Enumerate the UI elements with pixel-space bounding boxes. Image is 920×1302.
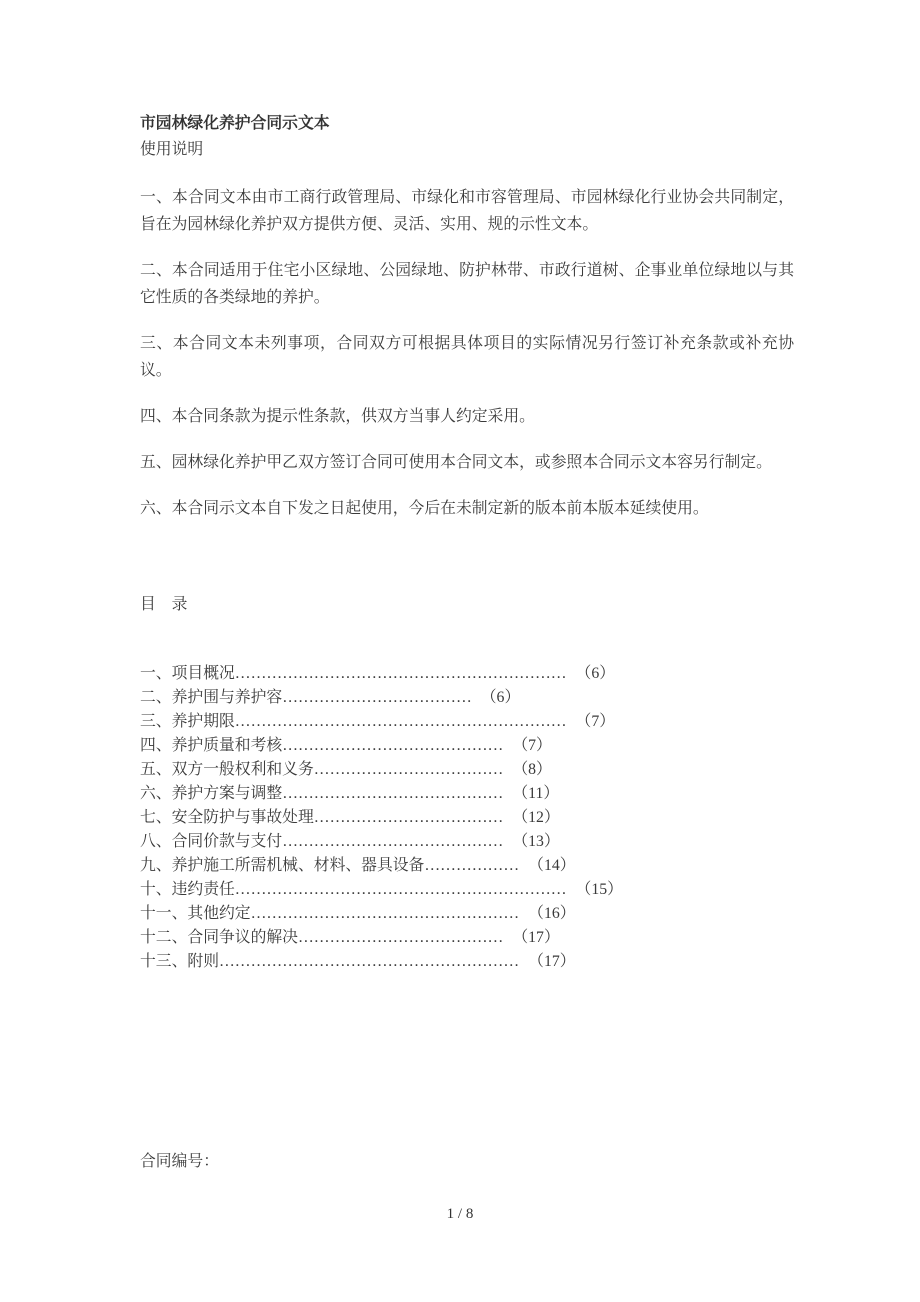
toc-page-number: （8）	[512, 761, 552, 778]
toc-leader-dots: ………………………………………………………	[234, 665, 567, 682]
toc-entry-3	[140, 710, 810, 734]
usage-note-3: 三、本合同文本未列事项，合同双方可根据具体项目的实际情况另行签订补充条款或补充协议。	[140, 335, 794, 379]
toc-leader-dots: ………………………………………………………	[234, 713, 567, 730]
toc-entry-label: 七、安全防护与事故处理	[140, 809, 314, 826]
document-title: 市园林绿化养护合同示文本	[140, 115, 330, 132]
toc-leader-dots: …………………………………	[297, 929, 504, 946]
usage-notes-section	[140, 184, 794, 541]
contract-number-label: 合同编号：	[140, 1153, 219, 1170]
document-subtitle: 使用说明	[140, 141, 204, 158]
toc-entry-7	[140, 806, 810, 830]
usage-note-1: 一、本合同文本由市工商行政管理局、市绿化和市容管理局、市园林绿化行业协会共同制定，旨在为园林绿化养护双方提供方便、灵活、实用、规的示性文本。	[140, 189, 794, 233]
toc-page-number: （15）	[575, 881, 623, 898]
toc-entry-8	[140, 830, 810, 854]
toc-leader-dots: ……………………………………………	[250, 905, 520, 922]
toc-page-number: （7）	[575, 713, 616, 730]
toc-entry-label: 二、养护围与养护容	[140, 689, 283, 706]
toc-entry-label: 九、养护施工所需机械、材料、器具设备	[140, 857, 425, 874]
toc-leader-dots: …………………………………………………	[219, 953, 520, 970]
toc-leader-dots: ……………………………………	[282, 833, 504, 850]
usage-note-5: 五、园林绿化养护甲乙双方签订合同可使用本合同文本，或参照本合同示文本容另行制定。	[140, 454, 772, 471]
toc-page-number: （14）	[528, 857, 576, 874]
toc-entry-4	[140, 734, 810, 758]
toc-leader-dots: ……………………………………	[282, 737, 504, 754]
toc-entry-label: 十三、附则	[140, 953, 219, 970]
toc-entry-5	[140, 758, 810, 782]
document-header	[140, 111, 797, 163]
toc-entry-label: 十二、合同争议的解决	[140, 929, 298, 946]
usage-note-6: 六、本合同示文本自下发之日起使用，今后在未制定新的版本前本版本延续使用。	[140, 500, 709, 517]
toc-leader-dots: ………………	[424, 857, 520, 874]
toc-entry-13	[140, 950, 810, 974]
toc-page-number: （6）	[575, 665, 616, 682]
toc-page-number: （17）	[512, 929, 560, 946]
toc-leader-dots: ………………………………	[313, 761, 504, 778]
toc-leader-dots: ………………………………	[313, 809, 504, 826]
toc-entry-label: 三、养护期限	[140, 713, 235, 730]
toc-entry-label: 五、双方一般权利和义务	[140, 761, 314, 778]
toc-entry-label: 六、养护方案与调整	[140, 785, 283, 802]
toc-leader-dots: ……………………………………	[282, 785, 504, 802]
toc-entry-2	[140, 686, 810, 710]
toc-leader-dots: ………………………………	[282, 689, 472, 706]
toc-entry-9	[140, 854, 810, 878]
usage-note-4: 四、本合同条款为提示性条款，供双方当事人约定采用。	[140, 408, 535, 425]
toc-entry-10	[140, 878, 810, 902]
toc-entry-label: 十一、其他约定	[140, 905, 251, 922]
toc-leader-dots: ………………………………………………………	[234, 881, 567, 898]
usage-note-2: 二、本合同适用于住宅小区绿地、公园绿地、防护林带、市政行道树、企事业单位绿地以与其它性质的各类绿地的养护。	[140, 262, 794, 306]
table-of-contents	[140, 662, 810, 974]
toc-page-number: （16）	[528, 905, 576, 922]
toc-page-number: （13）	[512, 833, 560, 850]
toc-page-number: （12）	[512, 809, 560, 826]
toc-entry-label: 八、合同价款与支付	[140, 833, 283, 850]
toc-entry-1	[140, 662, 810, 686]
toc-page-number: （7）	[512, 737, 552, 754]
toc-page-number: （11）	[512, 785, 560, 802]
toc-entry-label: 一、项目概况	[140, 665, 235, 682]
toc-entry-label: 十、违约责任	[140, 881, 235, 898]
toc-entry-11	[140, 902, 810, 926]
toc-entry-6	[140, 782, 810, 806]
toc-entry-12	[140, 926, 810, 950]
page-number-indicator: 1 / 8	[446, 1206, 474, 1222]
toc-page-number: （17）	[528, 953, 576, 970]
toc-heading: 目 录	[140, 596, 188, 613]
toc-page-number: （6）	[480, 689, 521, 706]
toc-entry-label: 四、养护质量和考核	[140, 737, 283, 754]
